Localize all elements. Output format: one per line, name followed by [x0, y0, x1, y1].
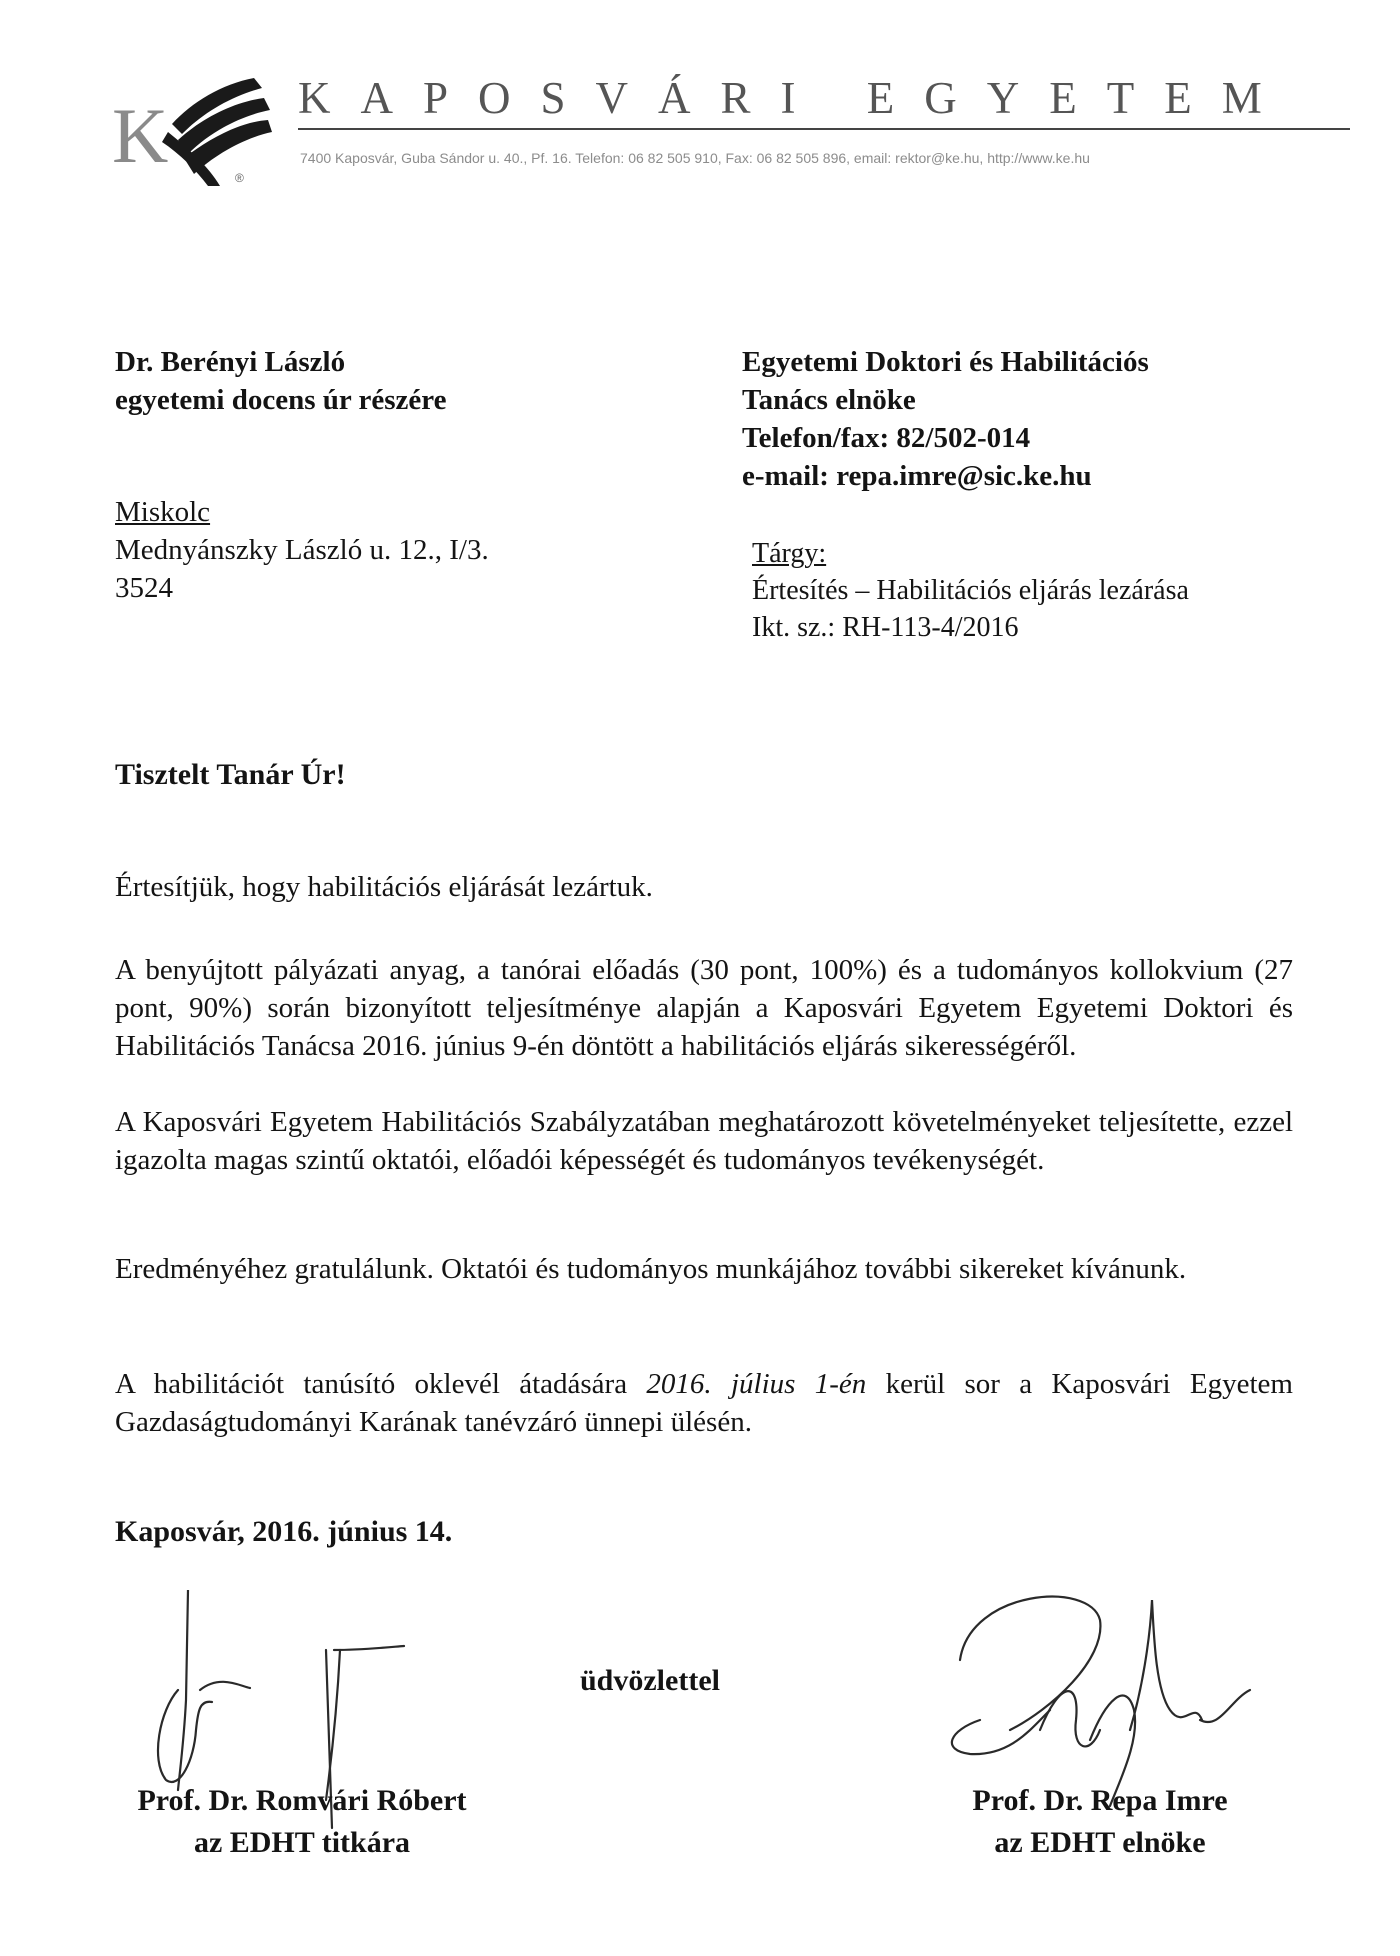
signer-left-name: Prof. Dr. Romvári Róbert	[137, 1784, 467, 1817]
signer-right	[940, 1780, 1260, 1864]
recipient-name: Dr. Berényi László	[115, 346, 346, 378]
signer-left-role: az EDHT titkára	[193, 1826, 411, 1859]
subject-label: Tárgy:	[752, 538, 827, 569]
recipient-title: egyetemi docens úr részére	[115, 384, 447, 416]
recipient-address	[115, 493, 489, 607]
sender-email: e-mail: repa.imre@sic.ke.hu	[742, 460, 1092, 492]
signer-left	[112, 1780, 492, 1864]
university-name: KAPOSVÁRI EGYETEM	[298, 73, 1292, 123]
signature-right	[930, 1580, 1270, 1810]
body-paragraph-3: A Kaposvári Egyetem Habilitációs Szabályzatában meghatározott követelményeket teljesítette, ezzel igazolta magas szintű oktatói, előadói képességét és tudományos tevékenységét.	[115, 1106, 1293, 1176]
university-address: 7400 Kaposvár, Guba Sándor u. 40., Pf. 16. Telefon: 06 82 505 910, Fax: 06 82 505 896, email: rektor@ke.hu, http://www.ke.hu	[300, 150, 1090, 166]
body-paragraph-5-end: kerül sor a Kaposvári Egyetem Gazdaságtudományi Karának tanévzáró ünnepi ülésén.	[115, 1368, 1293, 1438]
date-line: Kaposvár, 2016. június 14.	[115, 1515, 453, 1548]
body-paragraph-4: Eredményéhez gratulálunk. Oktatói és tudományos munkájához további sikereket kívánunk.	[115, 1253, 1187, 1285]
recipient-zip: 3524	[115, 572, 173, 604]
body-paragraph-1: Értesítjük, hogy habilitációs eljárását lezártuk.	[115, 871, 653, 903]
logo-letters: K	[112, 92, 169, 179]
header-divider	[298, 128, 1350, 130]
subject-block	[752, 535, 1189, 646]
recipient-city: Miskolc	[115, 496, 211, 528]
sender-line2: Tanács elnöke	[742, 384, 916, 416]
salutation: Tisztelt Tanár Úr!	[115, 758, 346, 791]
university-logo	[112, 62, 282, 187]
body-paragraph-5	[115, 1365, 1293, 1441]
ceremony-date: 2016. július 1-én	[646, 1368, 867, 1400]
body-paragraph-5-start: A habilitációt tanúsító oklevél átadására	[115, 1368, 647, 1400]
signer-right-role: az EDHT elnöke	[994, 1826, 1206, 1859]
sender-block	[742, 343, 1149, 495]
sender-phone: Telefon/fax: 82/502-014	[742, 422, 1031, 454]
sender-line1: Egyetemi Doktori és Habilitációs	[742, 346, 1149, 378]
closing: üdvözlettel	[580, 1664, 720, 1697]
registered-mark: ®	[235, 171, 244, 185]
body-paragraph-2: A benyújtott pályázati anyag, a tanórai előadás (30 pont, 100%) és a tudományos kollokvium (27 pont, 90%) során bizonyított teljesítménye alapján a Kaposvári Egyetem Egyetemi Doktori és Habilitációs Tanácsa 2016. június 9-én döntött a habilitációs eljárás sikerességéről.	[115, 954, 1293, 1062]
reference-number: Ikt. sz.: RH-113-4/2016	[752, 612, 1019, 643]
recipient-street: Mednyánszky László u. 12., I/3.	[115, 534, 489, 566]
subject-text: Értesítés – Habilitációs eljárás lezárása	[752, 575, 1189, 606]
signer-right-name: Prof. Dr. Repa Imre	[972, 1784, 1228, 1817]
recipient-block	[115, 343, 447, 419]
